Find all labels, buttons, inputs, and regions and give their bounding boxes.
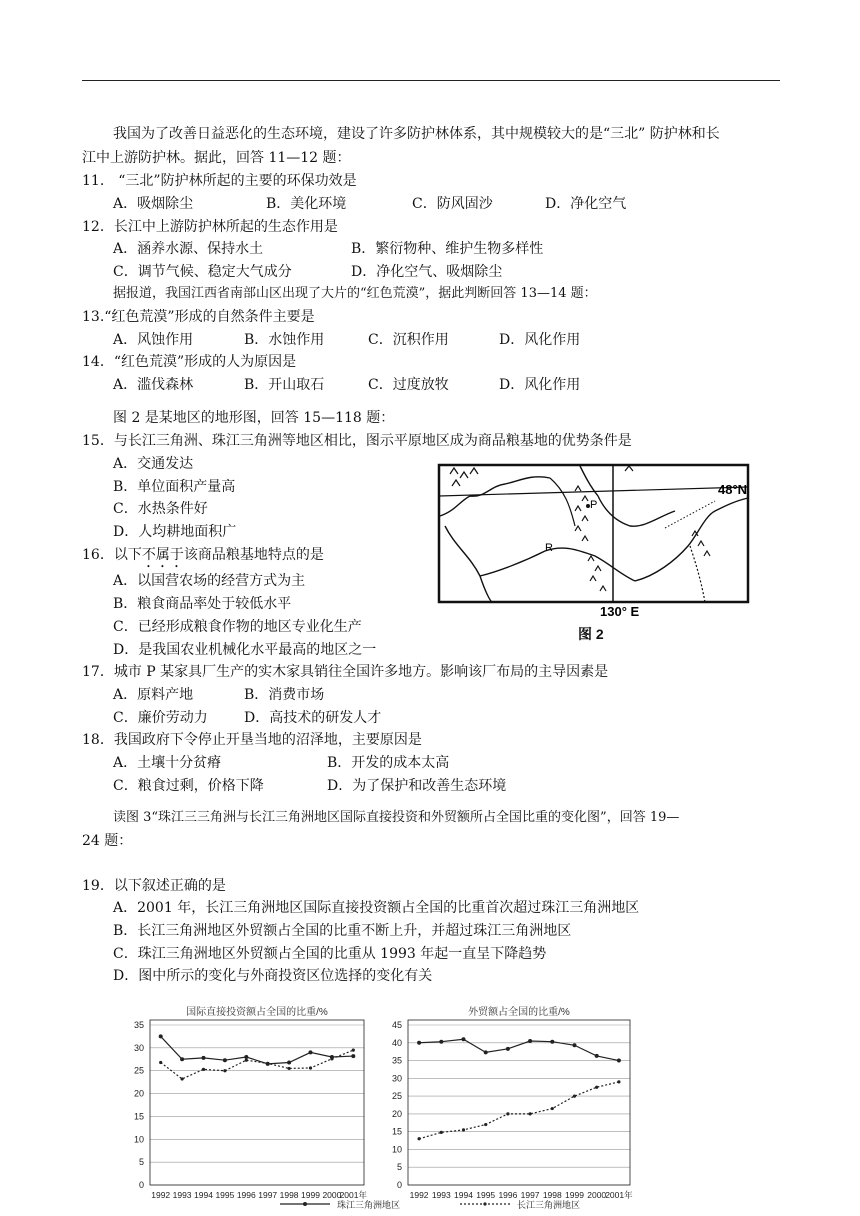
y-tick-label: 0 (396, 1180, 402, 1190)
y-tick-label: 30 (391, 1073, 402, 1084)
series-line (419, 1082, 619, 1139)
intro-19-24-line2: 24 题： (82, 833, 133, 849)
question-14-stem: 14．“红色荒漠”形成的人为原因是 (82, 354, 297, 370)
x-tick-label: 1994 (194, 1190, 213, 1200)
q15-option-b[interactable]: B．单位面积产量高 (113, 479, 236, 495)
q18-option-a[interactable]: A．土壤十分贫瘠 (113, 755, 222, 771)
q13-option-d[interactable]: D．风化作用 (499, 332, 581, 348)
data-point (440, 1131, 443, 1134)
data-point (287, 1060, 291, 1064)
q17-option-a[interactable]: A．原料产地 (113, 687, 194, 703)
q14-option-a[interactable]: A．滥伐森林 (113, 377, 194, 393)
x-tick-label: 1999 (565, 1190, 584, 1200)
data-point (439, 1040, 443, 1044)
data-point (266, 1062, 269, 1065)
q15-option-a[interactable]: A．交通发达 (113, 456, 194, 472)
y-tick-label: 45 (391, 1020, 402, 1030)
data-point (595, 1086, 598, 1089)
x-tick-label: 1993 (431, 1190, 451, 1200)
border-line (440, 477, 550, 516)
x-tick-label: 1993 (172, 1190, 192, 1200)
data-point (417, 1041, 421, 1045)
intro-15-18: 图 2 是某地区的地形图，回答 15—118 题： (113, 410, 395, 426)
data-point (202, 1056, 206, 1060)
legend-label-pearl: 珠江三角洲地区 (337, 1200, 401, 1210)
data-point (288, 1067, 291, 1070)
y-tick-label: 5 (396, 1162, 402, 1173)
y-tick-label: 35 (133, 1020, 144, 1030)
river-line (445, 526, 492, 602)
y-tick-label: 15 (391, 1126, 402, 1137)
q19-option-b[interactable]: B．长江三角洲地区外贸额占全国的比重不断上升，并超过珠江三角洲地区 (113, 923, 572, 939)
intro-19-24-line1: 读图 3“珠江三三角洲与长江三角洲地区国际直接投资和外贸额所占全国比重的变化图”，回答 19— (113, 810, 680, 825)
longitude-label: 130° E (600, 604, 640, 616)
y-tick-label: 25 (133, 1065, 144, 1076)
q12-option-c[interactable]: C．调节气候、稳定大气成分 (113, 264, 292, 280)
header-rule (82, 80, 780, 81)
data-point (181, 1077, 184, 1080)
q15-option-d[interactable]: D．人均耕地面积广 (113, 524, 237, 540)
x-tick-label: 1998 (279, 1190, 299, 1200)
data-point (617, 1080, 620, 1083)
data-point (528, 1039, 532, 1043)
data-point (506, 1047, 510, 1051)
y-tick-label: 40 (391, 1037, 402, 1048)
data-point (484, 1123, 487, 1126)
x-tick-label: 1997 (520, 1190, 540, 1200)
q16-option-a[interactable]: A．以国营农场的经营方式为主 (113, 573, 306, 589)
data-point (223, 1069, 226, 1072)
data-point (309, 1066, 312, 1069)
data-point (352, 1049, 355, 1052)
legend-marker-pearl (303, 1202, 307, 1206)
legend-marker-yangtze (483, 1202, 486, 1205)
q19-option-d[interactable]: D．图中所示的变化与外商投资区位选择的变化有关 (113, 968, 433, 984)
x-tick-label: 1992 (409, 1190, 429, 1200)
q17-option-b[interactable]: B．消费市场 (244, 687, 325, 703)
q12-option-d[interactable]: D．净化空气、吸烟除尘 (351, 264, 503, 280)
q11-option-c[interactable]: C．防风固沙 (412, 196, 493, 212)
data-point (529, 1112, 532, 1115)
border-line (635, 498, 748, 581)
y-tick-label: 0 (138, 1180, 144, 1190)
data-point (617, 1059, 621, 1063)
figure-2-map (430, 456, 780, 616)
q11-option-b[interactable]: B．美化环境 (266, 196, 347, 212)
question-12-stem: 12．长江中上游防护林所起的生态作用是 (82, 219, 338, 235)
q12-option-a[interactable]: A．涵养水源、保持水土 (113, 241, 264, 257)
data-point (245, 1059, 248, 1062)
question-15-stem: 15．与长江三角洲、珠江三角洲等地区相比，图示平原地区成为商品粮基地的优势条件是 (82, 433, 632, 449)
y-tick-label: 20 (133, 1088, 144, 1099)
data-point (573, 1095, 576, 1098)
q18-option-b[interactable]: B．开发的成本太高 (327, 755, 450, 771)
data-point (484, 1050, 488, 1054)
question-17-stem: 17．城市 P 某家具厂生产的实木家具销往全国许多地方。影响该厂布局的主导因素是 (82, 664, 609, 680)
data-point (202, 1068, 205, 1071)
legend-label-yangtze: 长江三角洲地区 (517, 1200, 581, 1210)
q17-option-c[interactable]: C．廉价劳动力 (113, 710, 208, 726)
data-point (244, 1055, 248, 1059)
x-tick-label: 1996 (236, 1190, 256, 1200)
data-point (595, 1054, 599, 1058)
y-tick-label: 35 (391, 1055, 402, 1066)
question-18-stem: 18．我国政府下令停止开垦当地的沼泽地，主要原因是 (82, 732, 422, 748)
intro-11-12-line2: 江中上游防护林。据此，回答 11—12 题： (82, 150, 351, 166)
data-point (351, 1054, 355, 1058)
x-tick-label: 2000 (587, 1190, 607, 1200)
data-point (223, 1058, 227, 1062)
data-point (551, 1107, 554, 1110)
question-13-stem: 13.“红色荒漠”形成的自然条件主要是 (82, 309, 315, 325)
y-tick-label: 25 (391, 1091, 402, 1102)
figure-2-caption: 图 2 (578, 626, 604, 642)
x-tick-label: 2000 (322, 1190, 342, 1200)
figure-3-charts (0, 1000, 860, 1216)
data-point (573, 1043, 577, 1047)
x-tick-label: 2001年 (339, 1190, 368, 1200)
q18-option-c[interactable]: C．粮食过剩，价格下降 (113, 778, 264, 794)
data-point (506, 1112, 509, 1115)
q16-option-d[interactable]: D．是我国农业机械化水平最高的地区之一 (113, 642, 377, 658)
question-19-stem: 19．以下叙述正确的是 (82, 878, 226, 894)
data-point (418, 1137, 421, 1140)
data-point (462, 1037, 466, 1041)
q11-option-d[interactable]: D．净化空气 (545, 196, 627, 212)
q11-option-a[interactable]: A．吸烟除尘 (113, 196, 194, 212)
y-tick-label: 5 (138, 1157, 144, 1168)
x-tick-label: 1998 (542, 1190, 562, 1200)
question-11-stem: 11. “三北”防护林所起的主要的环保功效是 (82, 173, 357, 189)
q14-option-c[interactable]: C．过度放牧 (368, 377, 449, 393)
q13-option-c[interactable]: C．沉积作用 (368, 332, 449, 348)
q19-option-a[interactable]: A．2001 年，长江三角洲地区国际直接投资额占全国的比重首次超过珠江三角洲地区 (113, 900, 640, 916)
y-tick-label: 15 (133, 1111, 144, 1122)
q14-option-d[interactable]: D．风化作用 (499, 377, 581, 393)
data-point (309, 1050, 313, 1054)
question-16-stem: 16．以下不属于该商品粮基地特点的是 (82, 547, 324, 563)
y-tick-label: 10 (133, 1134, 144, 1145)
map-label-r: R (545, 542, 553, 554)
emphasis-not: 不属于 (141, 547, 184, 563)
railway-line (690, 546, 705, 602)
y-tick-label: 30 (133, 1042, 144, 1053)
data-point (462, 1128, 465, 1131)
q16-option-c[interactable]: C．已经形成粮食作物的地区专业化生产 (113, 619, 362, 635)
chart-title: 国际直接投资额占全国的比重/% (186, 1007, 328, 1018)
x-tick-label: 1999 (301, 1190, 320, 1200)
y-tick-label: 10 (391, 1144, 402, 1155)
q17-option-d[interactable]: D．高技术的研发人才 (244, 710, 382, 726)
q18-option-d[interactable]: D．为了保护和改善生态环境 (327, 778, 507, 794)
latitude-line (439, 487, 748, 496)
map-frame (439, 465, 748, 602)
series-line (161, 1050, 354, 1079)
series-line (419, 1039, 619, 1060)
map-label-p: P (590, 499, 598, 511)
x-tick-label: 2001年 (605, 1190, 633, 1200)
q19-option-c[interactable]: C．珠江三角洲地区外贸额占全国的比重从 1993 年起一直呈下降趋势 (113, 946, 547, 962)
x-tick-label: 1994 (454, 1190, 473, 1200)
railway-line (665, 501, 715, 528)
q14-option-b[interactable]: B．开山取石 (244, 377, 325, 393)
series-line (161, 1036, 354, 1063)
q16-option-b[interactable]: B．粮食商品率处于较低水平 (113, 596, 292, 612)
data-point (159, 1034, 163, 1038)
q13-option-b[interactable]: B．水蚀作用 (244, 332, 325, 348)
data-point (330, 1057, 333, 1060)
q13-option-a[interactable]: A．风蚀作用 (113, 332, 194, 348)
intro-11-12-line1: 我国为了改善日益恶化的生态环境，建设了许多防护林体系，其中规模较大的是“三北” 防护林和长 (113, 126, 720, 142)
q15-option-c[interactable]: C．水热条件好 (113, 501, 208, 517)
plot-frame (150, 1020, 364, 1185)
intro-13-14: 据报道，我国江西省南部山区出现了大片的“红色荒漠”，据此判断回答 13—14 题： (113, 286, 597, 301)
data-point (180, 1057, 184, 1061)
river-line (480, 548, 635, 581)
river-line (550, 478, 575, 526)
x-tick-label: 1996 (498, 1190, 518, 1200)
x-tick-label: 1995 (215, 1190, 235, 1200)
chart-title: 外贸额占全国的比重/% (468, 1007, 570, 1018)
data-point (159, 1061, 162, 1064)
x-tick-label: 1992 (151, 1190, 171, 1200)
data-point (550, 1040, 554, 1044)
q12-option-b[interactable]: B．繁衍物种、维护生物多样性 (351, 241, 544, 257)
latitude-label: 48°N (718, 482, 748, 497)
x-tick-label: 1997 (258, 1190, 278, 1200)
mountain-icon (450, 466, 710, 591)
river-line (580, 466, 675, 526)
x-tick-label: 1995 (476, 1190, 496, 1200)
y-tick-label: 20 (391, 1108, 402, 1119)
